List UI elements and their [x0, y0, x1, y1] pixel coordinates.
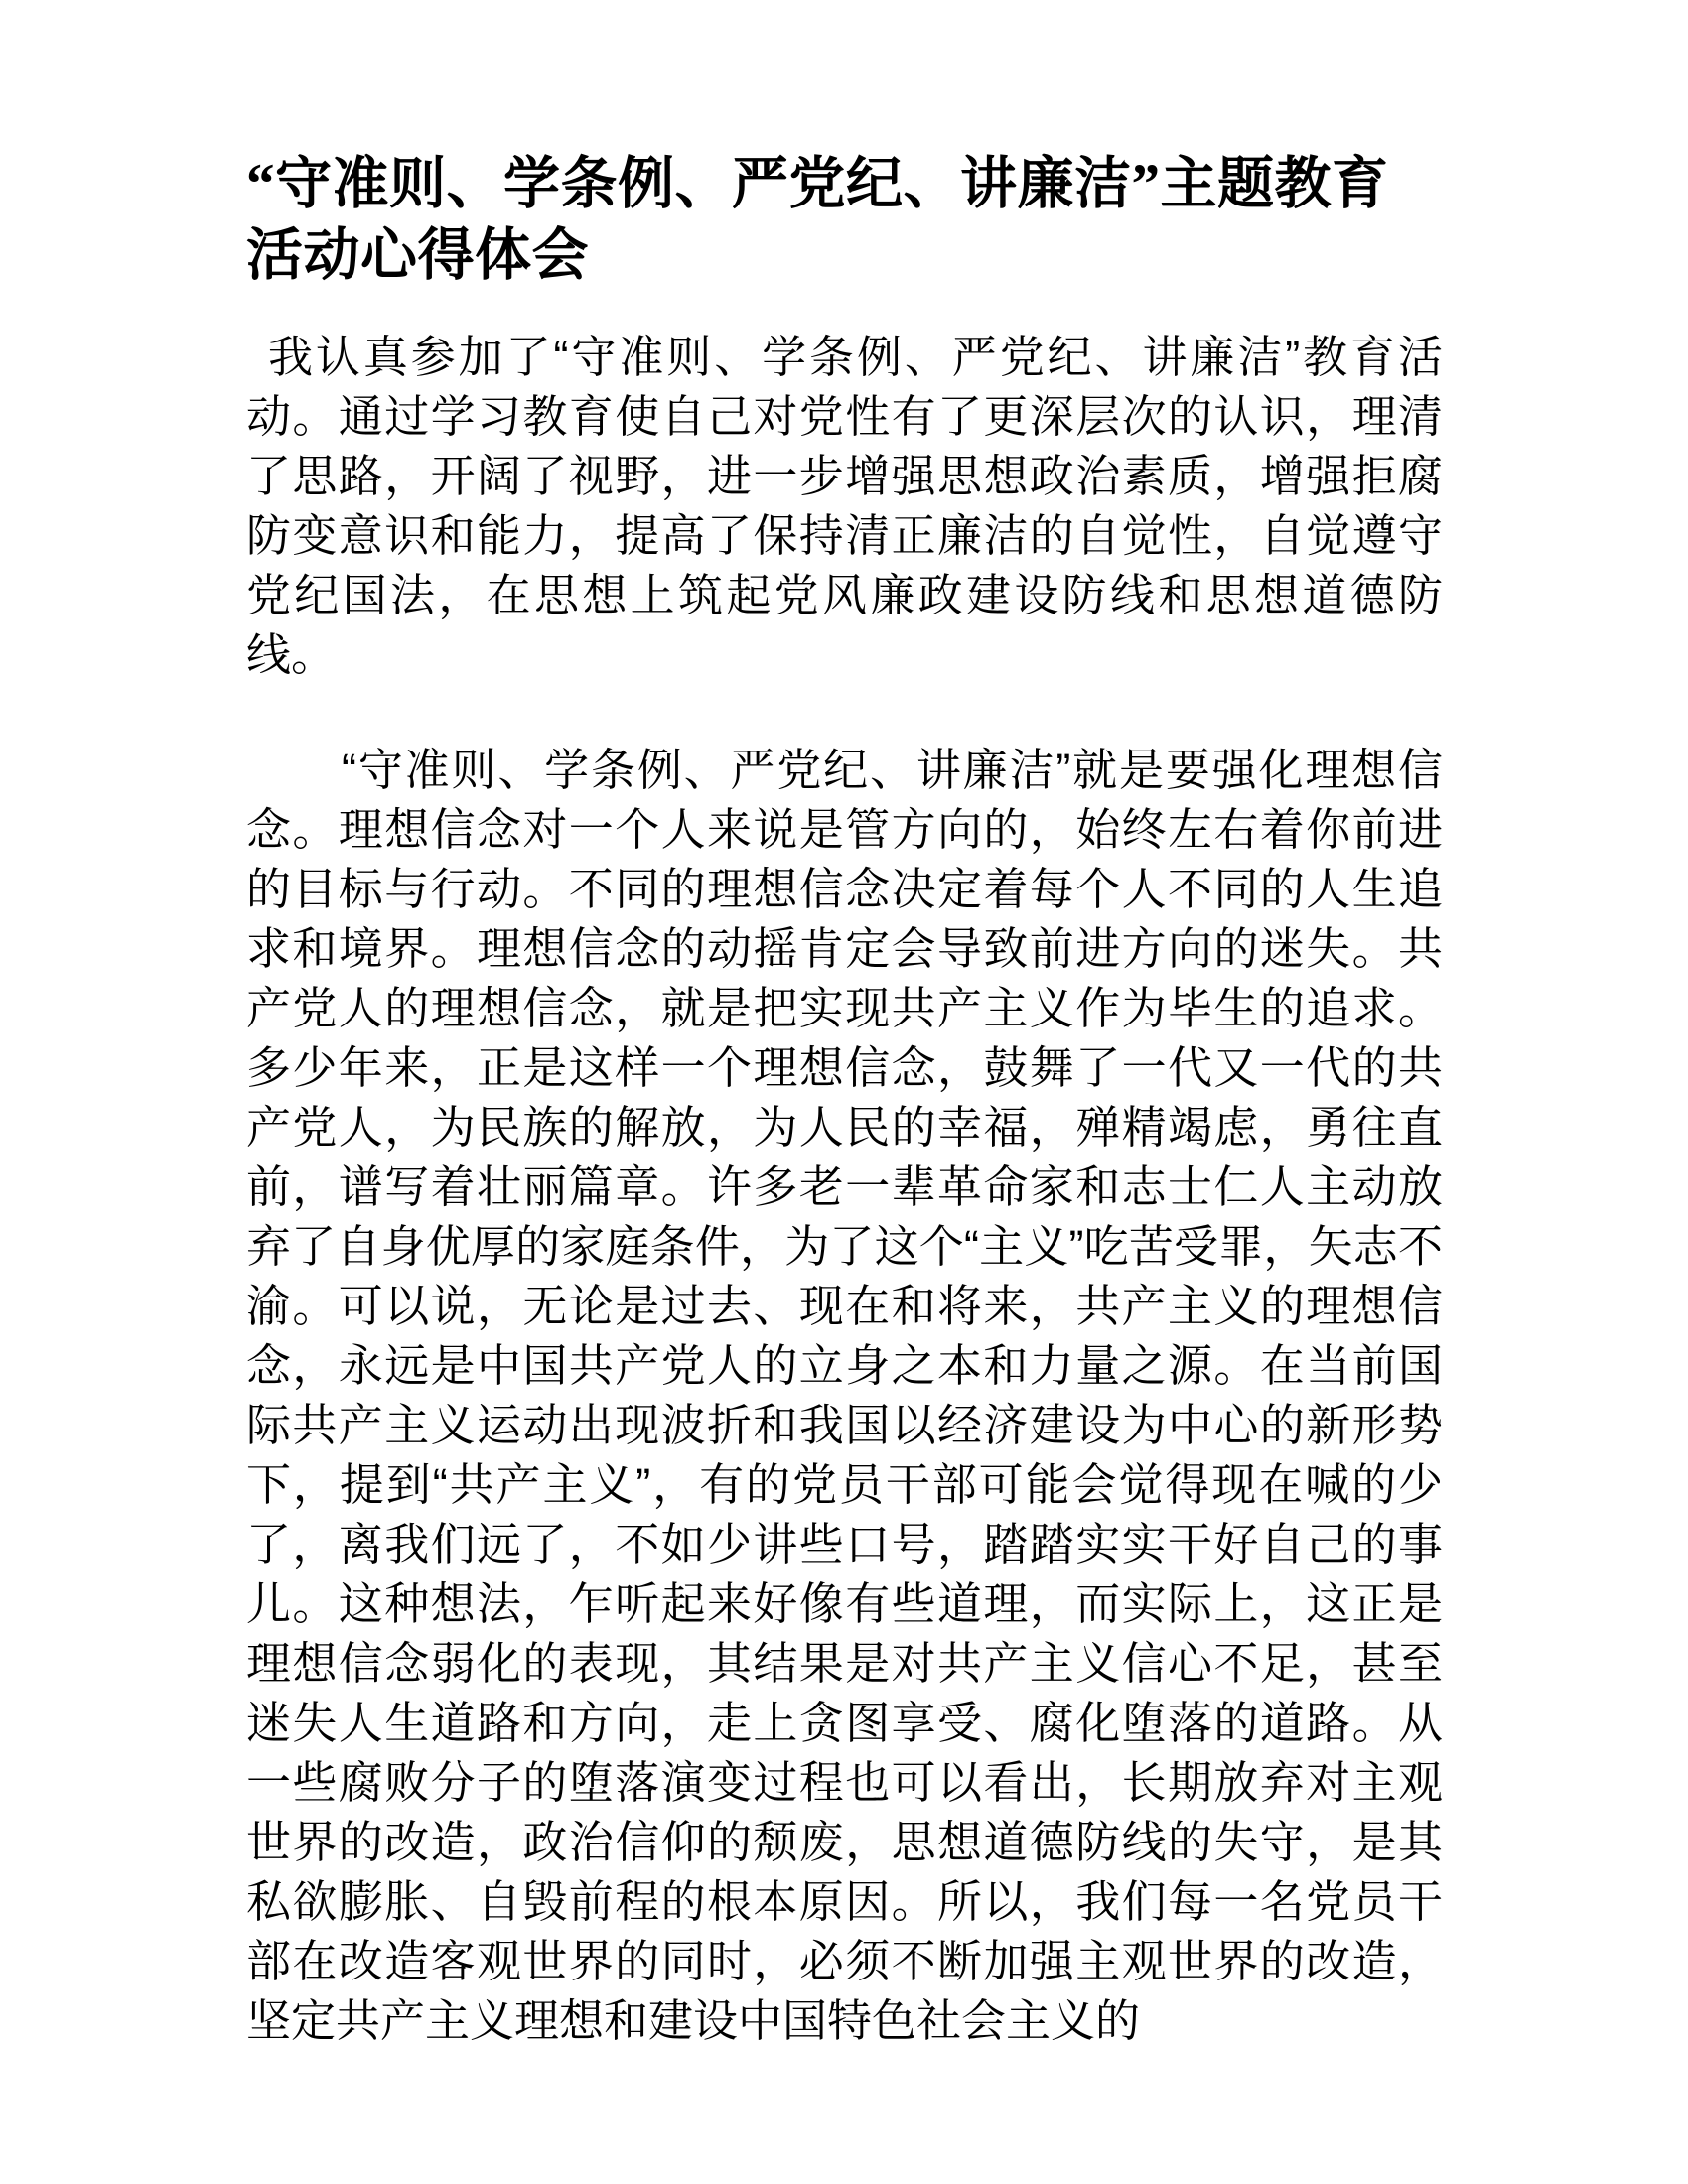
page-title: “守准则、学条例、严党纪、讲廉洁”主题教育活动心得体会 [246, 153, 1389, 287]
body-paragraph-2: “守准则、学条例、严党纪、讲廉洁”就是要强化理想信念。理想信念对一个人来说是管方向的，始终左右着你前进的目标与行动。不同的理想信念决定着每个人不同的人生追求和境界。理想信念的动摇肯定会导致前进方向的迷失。共产党人的理想信念，就是把实现共产主义作为毕生的追求。多少年来，正是这样一个理想信念，鼓舞了一代又一代的共产党人，为民族的解放，为人民的幸福，殚精竭虑，勇往直前，谱写着壮丽篇章。许多老一辈革命家和志士仁人主动放弃了自身优厚的家庭条件，为了这个“主义”吃苦受罪，矢志不渝。可以说，无论是过去、现在和将来，共产主义的理想信念，永远是中国共产党人的立身之本和力量之源。在当前国际共产主义运动出现波折和我国以经济建设为中心的新形势下，提到“共产主义”，有的党员干部可能会觉得现在喊的少了，离我们远了，不如少讲些口号，踏踏实实干好自己的事儿。这种想法，乍听起来好像有些道理，而实际上，这正是理想信念弱化的表现，其结果是对共产主义信心不足，甚至迷失人生道路和方向，走上贪图享受、腐化堕落的道路。从一些腐败分子的堕落演变过程也可以看出，长期放弃对主观世界的改造，政治信仰的颓废，思想道德防线的失守，是其私欲膨胀、自毁前程的根本原因。所以，我们每一名党员干部在改造客观世界的同时，必须不断加强主观世界的改造，坚定共产主义理想和建设中国特色社会主义的 [246, 744, 1443, 2046]
document-body [246, 149, 1443, 2051]
body-paragraph-1: 我认真参加了“守准则、学条例、严党纪、讲廉洁”教育活动。通过学习教育使自己对党性有了更深层次的认识，理清了思路，开阔了视野，进一步增强思想政治素质，增强拒腐防变意识和能力，提高了保持清正廉洁的自觉性，自觉遵守党纪国法，在思想上筑起党风廉政建设防线和思想道德防线。 [246, 331, 1443, 680]
